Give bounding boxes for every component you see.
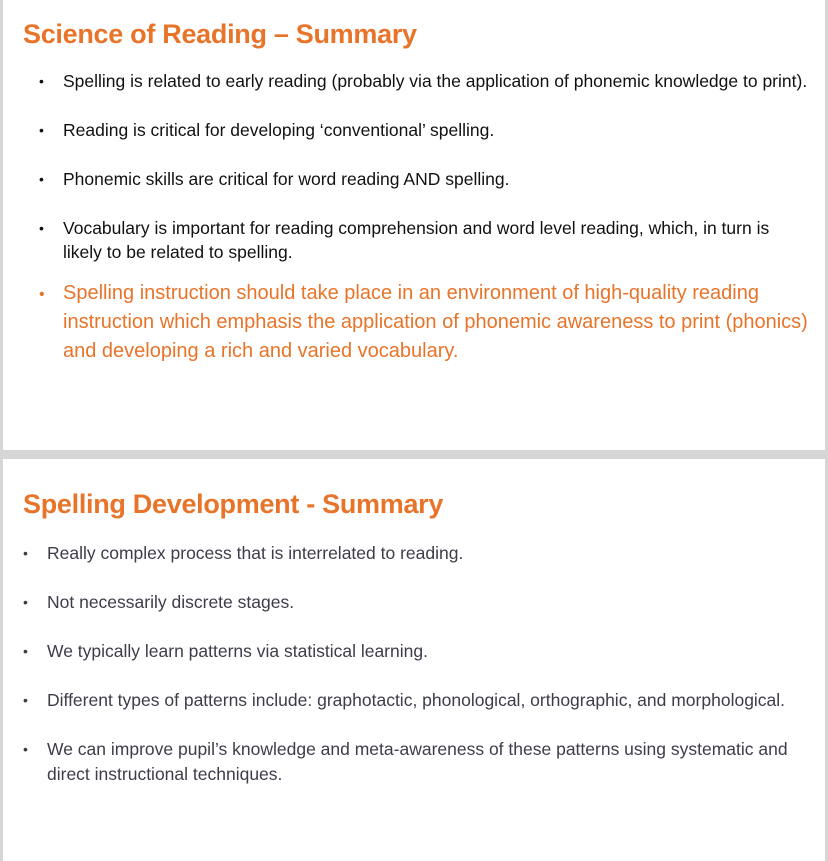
- list-item: [39, 216, 809, 264]
- slide-title: Spelling Development - Summary: [23, 489, 444, 519]
- slide-spelling-development: [3, 459, 825, 861]
- list-item: [23, 541, 803, 566]
- list-item: [23, 737, 803, 787]
- list-item: [23, 590, 803, 615]
- highlight-bullet-text: Spelling instruction should take place in an environment of high-quality reading instruction which emphasis the application of phonemic awareness to print (phonics) and developing a rich and varied vocabulary.: [63, 282, 808, 362]
- bullet-dot-icon: •: [39, 73, 44, 89]
- bullet-dot-icon: •: [39, 122, 44, 138]
- list-item: [39, 69, 809, 93]
- list-item: [23, 688, 803, 713]
- bullet-text: Vocabulary is important for reading comprehension and word level reading, which, in turn is likely to be related to spelling.: [63, 218, 770, 262]
- bullet-dot-icon: •: [39, 171, 44, 187]
- bullet-text: Really complex process that is interrelated to reading.: [47, 543, 464, 563]
- bullet-dot-icon: •: [23, 692, 28, 708]
- bullet-list: [23, 541, 803, 811]
- bullet-dot-icon: •: [39, 286, 45, 303]
- bullet-text: We typically learn patterns via statistical learning.: [47, 641, 428, 661]
- list-item: [39, 118, 809, 142]
- bullet-dot-icon: •: [39, 220, 44, 236]
- bullet-dot-icon: •: [23, 594, 28, 610]
- bullet-text: Spelling is related to early reading (probably via the application of phonemic knowledge to print).: [63, 71, 808, 91]
- bullet-dot-icon: •: [23, 545, 28, 561]
- slide-title: Science of Reading – Summary: [23, 19, 417, 49]
- bullet-text: Not necessarily discrete stages.: [47, 592, 295, 612]
- bullet-text: Different types of patterns include: graphotactic, phonological, orthographic, and morphological.: [47, 690, 786, 710]
- list-item: [39, 167, 809, 191]
- list-item: [23, 639, 803, 664]
- bullet-dot-icon: •: [23, 643, 28, 659]
- bullet-dot-icon: •: [23, 741, 28, 757]
- bullet-text: We can improve pupil’s knowledge and meta-awareness of these patterns using systematic and direct instructional techniques.: [47, 739, 788, 784]
- highlight-list-item: [39, 279, 809, 366]
- bullet-text: Reading is critical for developing ‘conventional’ spelling.: [63, 120, 495, 140]
- slide-science-of-reading: [3, 0, 825, 450]
- bullet-text: Phonemic skills are critical for word reading AND spelling.: [63, 169, 510, 189]
- bullet-list: [39, 69, 809, 366]
